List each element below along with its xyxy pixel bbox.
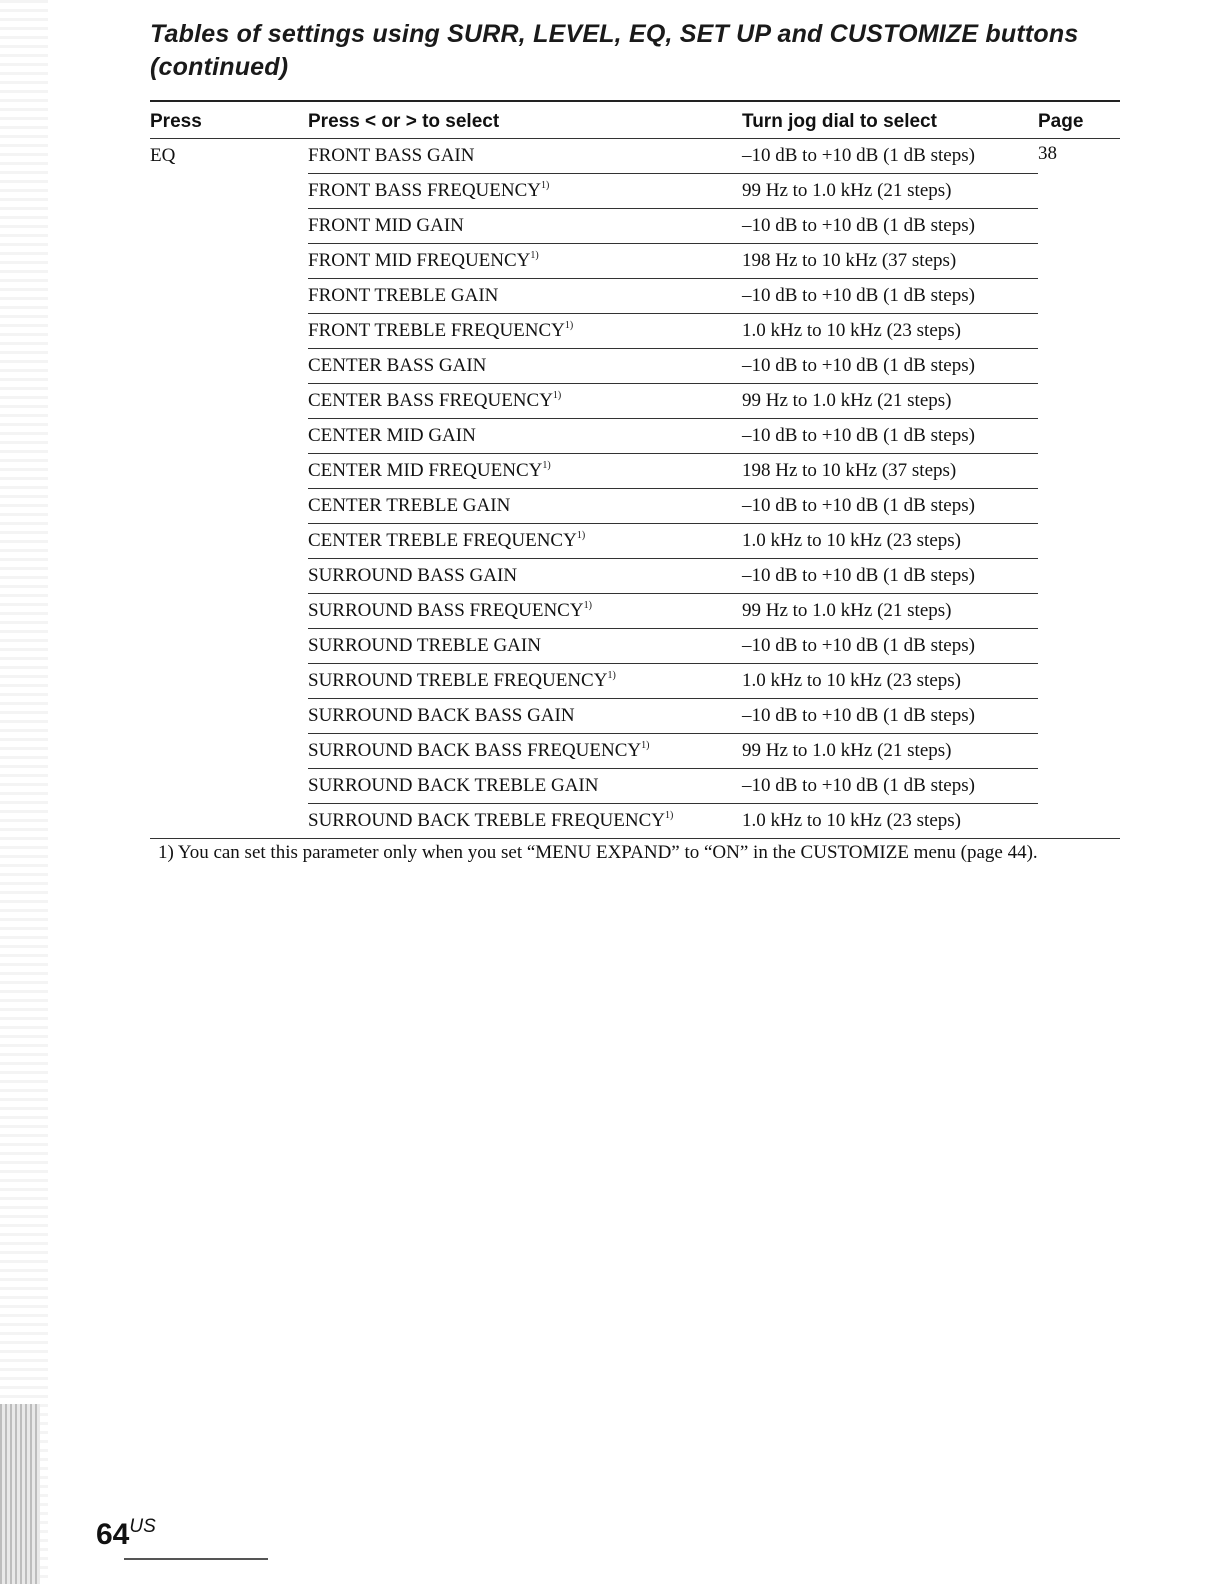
param-label: CENTER TREBLE GAIN <box>308 495 511 516</box>
title-line-2: (continued) <box>150 53 289 81</box>
table-row <box>308 734 1038 769</box>
param-label: SURROUND TREBLE GAIN <box>308 635 541 656</box>
page-value: 38 <box>1038 143 1057 164</box>
param-label: SURROUND TREBLE FREQUENCY <box>308 670 608 691</box>
table-row <box>308 489 1038 524</box>
param-label: CENTER MID GAIN <box>308 425 476 446</box>
header-page: Page <box>1038 111 1084 132</box>
table-row <box>308 139 1038 174</box>
param-name <box>308 390 742 412</box>
param-name <box>308 495 742 517</box>
page-number <box>96 1516 156 1552</box>
footnote-marker: 1) <box>540 180 550 191</box>
param-range: 99 Hz to 1.0 kHz (21 steps) <box>742 740 952 761</box>
param-name <box>308 320 742 342</box>
param-label: CENTER MID FREQUENCY <box>308 460 543 481</box>
table-rows <box>308 139 1038 838</box>
table-row <box>308 524 1038 559</box>
scan-edge-shadow <box>0 1404 40 1584</box>
press-value: EQ <box>150 145 176 166</box>
param-name <box>308 250 742 272</box>
param-name <box>308 460 742 482</box>
param-name <box>308 180 742 202</box>
param-name <box>308 670 742 692</box>
param-label: SURROUND BACK TREBLE FREQUENCY <box>308 810 665 831</box>
footnote-marker: 1) <box>641 740 650 751</box>
param-range: –10 dB to +10 dB (1 dB steps) <box>742 355 975 376</box>
table-row <box>308 209 1038 244</box>
param-range: –10 dB to +10 dB (1 dB steps) <box>742 495 975 516</box>
table-row <box>308 174 1038 209</box>
table-row <box>308 594 1038 629</box>
param-label: FRONT TREBLE FREQUENCY <box>308 320 565 341</box>
param-range: –10 dB to +10 dB (1 dB steps) <box>742 705 975 726</box>
footnote-marker: 1) <box>530 250 539 261</box>
scan-edge <box>0 0 48 1584</box>
table-row <box>308 244 1038 279</box>
param-name <box>308 635 742 657</box>
table-row <box>308 314 1038 349</box>
param-range: 198 Hz to 10 kHz (37 steps) <box>742 250 957 271</box>
param-range: 1.0 kHz to 10 kHz (23 steps) <box>742 670 961 691</box>
param-range: –10 dB to +10 dB (1 dB steps) <box>742 285 975 306</box>
header-press: Press <box>150 111 202 132</box>
table-row <box>308 699 1038 734</box>
footnote-marker: 1) <box>542 460 551 471</box>
param-label: CENTER BASS FREQUENCY <box>308 390 553 411</box>
page-number-rule <box>124 1558 268 1560</box>
page-title <box>150 18 1078 84</box>
param-name <box>308 810 742 832</box>
param-label: SURROUND BACK BASS GAIN <box>308 705 575 726</box>
table-body <box>150 139 1120 838</box>
param-label: FRONT BASS FREQUENCY <box>308 180 541 201</box>
table-row <box>308 419 1038 454</box>
param-range: –10 dB to +10 dB (1 dB steps) <box>742 635 975 656</box>
param-range: –10 dB to +10 dB (1 dB steps) <box>742 145 975 166</box>
param-label: SURROUND BACK BASS FREQUENCY <box>308 740 642 761</box>
param-range: 99 Hz to 1.0 kHz (21 steps) <box>742 390 952 411</box>
param-name <box>308 530 742 552</box>
table-row <box>308 804 1038 838</box>
table-row <box>308 454 1038 489</box>
param-name <box>308 705 742 727</box>
header-select: Press < or > to select <box>308 111 500 132</box>
footnote-marker: 1) <box>576 530 586 541</box>
title-line-1: Tables of settings using SURR, LEVEL, EQ, SET UP and CUSTOMIZE buttons <box>150 20 1079 48</box>
param-range: –10 dB to +10 dB (1 dB steps) <box>742 215 975 236</box>
param-range: 198 Hz to 10 kHz (37 steps) <box>742 460 957 481</box>
footnote-marker: 1) <box>564 320 574 331</box>
param-name <box>308 775 742 797</box>
param-range: –10 dB to +10 dB (1 dB steps) <box>742 425 975 446</box>
footnote-marker: 1) <box>552 390 562 401</box>
param-range: 1.0 kHz to 10 kHz (23 steps) <box>742 530 961 551</box>
param-name <box>308 145 742 167</box>
table-row <box>308 349 1038 384</box>
table-row <box>308 664 1038 699</box>
table-row <box>308 559 1038 594</box>
param-name <box>308 740 742 762</box>
footnote-marker: 1) <box>607 670 616 681</box>
table-row <box>308 769 1038 804</box>
table-row <box>308 384 1038 419</box>
page-number-value: 64 <box>96 1518 130 1551</box>
param-label: FRONT MID GAIN <box>308 215 464 236</box>
param-range: –10 dB to +10 dB (1 dB steps) <box>742 775 975 796</box>
footnote: 1) You can set this parameter only when you set “MENU EXPAND” to “ON” in the CUSTOMIZE menu (page 44). <box>158 842 1038 863</box>
param-label: FRONT BASS GAIN <box>308 145 475 166</box>
param-name <box>308 425 742 447</box>
param-label: FRONT MID FREQUENCY <box>308 250 531 271</box>
param-range: 99 Hz to 1.0 kHz (21 steps) <box>742 180 952 201</box>
header-dial: Turn jog dial to select <box>742 111 937 132</box>
page-number-suffix: US <box>129 1516 156 1537</box>
footnote-marker: 1) <box>583 600 592 611</box>
param-name <box>308 600 742 622</box>
param-label: SURROUND BASS FREQUENCY <box>308 600 584 621</box>
param-range: 1.0 kHz to 10 kHz (23 steps) <box>742 320 961 341</box>
param-label: CENTER BASS GAIN <box>308 355 487 376</box>
param-range: –10 dB to +10 dB (1 dB steps) <box>742 565 975 586</box>
param-name <box>308 565 742 587</box>
param-name <box>308 215 742 237</box>
param-name <box>308 355 742 377</box>
table-row <box>308 629 1038 664</box>
table-row <box>308 279 1038 314</box>
param-label: CENTER TREBLE FREQUENCY <box>308 530 577 551</box>
footnote-marker: 1) <box>665 810 674 821</box>
param-range: 99 Hz to 1.0 kHz (21 steps) <box>742 600 952 621</box>
param-label: SURROUND BACK TREBLE GAIN <box>308 775 599 796</box>
param-label: FRONT TREBLE GAIN <box>308 285 499 306</box>
param-name <box>308 285 742 307</box>
param-range: 1.0 kHz to 10 kHz (23 steps) <box>742 810 961 831</box>
table-header <box>150 102 1120 139</box>
param-label: SURROUND BASS GAIN <box>308 565 518 586</box>
settings-table <box>150 100 1120 839</box>
